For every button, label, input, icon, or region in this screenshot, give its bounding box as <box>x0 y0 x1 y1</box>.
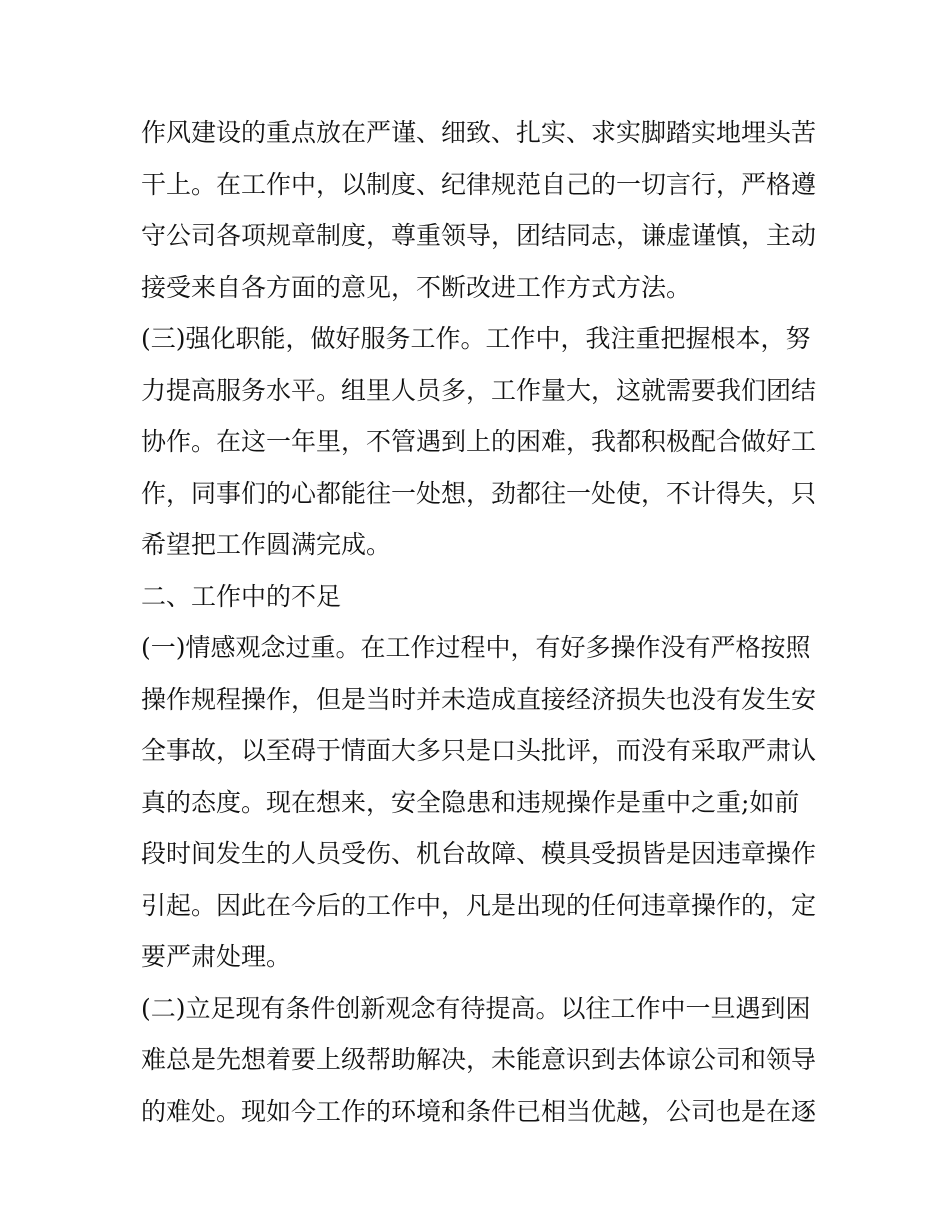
text-line: (二)立足现有条件创新观念有待提高。以往工作中一旦遇到困 <box>141 993 811 1023</box>
text-line: 的难处。现如今工作的环境和条件已相当优越，公司也是在逐 <box>141 1096 817 1126</box>
text-line: 段时间发生的人员受伤、机台故障、模具受损皆是因违章操作 <box>141 839 817 868</box>
text-line: 接受来自各方面的意见，不断改进工作方式方法。 <box>141 272 692 302</box>
text-line: 干上。在工作中，以制度、纪律规范自己的一切言行，严格遵 <box>141 169 817 199</box>
text-line: 力提高服务水平。组里人员多，工作量大，这就需要我们团结 <box>141 375 817 405</box>
text-line: (三)强化职能，做好服务工作。工作中，我注重把握根本，努 <box>141 324 811 353</box>
text-line: 希望把工作圆满完成。 <box>141 530 392 559</box>
text-line: 作，同事们的心都能往一处想，劲都往一处使，不计得失，只 <box>141 478 817 508</box>
section-heading: 二、工作中的不足 <box>141 581 342 611</box>
text-line: 守公司各项规章制度，尊重领导，团结同志，谦虚谨慎，主动 <box>141 221 817 250</box>
text-line: 难总是先想着要上级帮助解决，未能意识到去体谅公司和领导 <box>141 1045 817 1074</box>
text-line: 协作。在这一年里，不管遇到上的困难，我都积极配合做好工 <box>141 427 817 456</box>
document-body <box>141 107 821 1137</box>
text-line: 全事故，以至碍于情面大多只是口头批评，而没有采取严肃认 <box>141 736 817 765</box>
text-line: 作风建设的重点放在严谨、细致、扎实、求实脚踏实地埋头苦 <box>141 118 817 147</box>
text-line: 要严肃处理。 <box>141 942 292 971</box>
text-line: 真的态度。现在想来，安全隐患和违规操作是重中之重;如前 <box>141 787 800 817</box>
text-line: (一)情感观念过重。在工作过程中，有好多操作没有严格按照 <box>141 633 811 662</box>
text-line: 操作规程操作，但是当时并未造成直接经济损失也没有发生安 <box>141 684 817 714</box>
text-line: 引起。因此在今后的工作中，凡是出现的任何违章操作的，定 <box>141 890 817 920</box>
